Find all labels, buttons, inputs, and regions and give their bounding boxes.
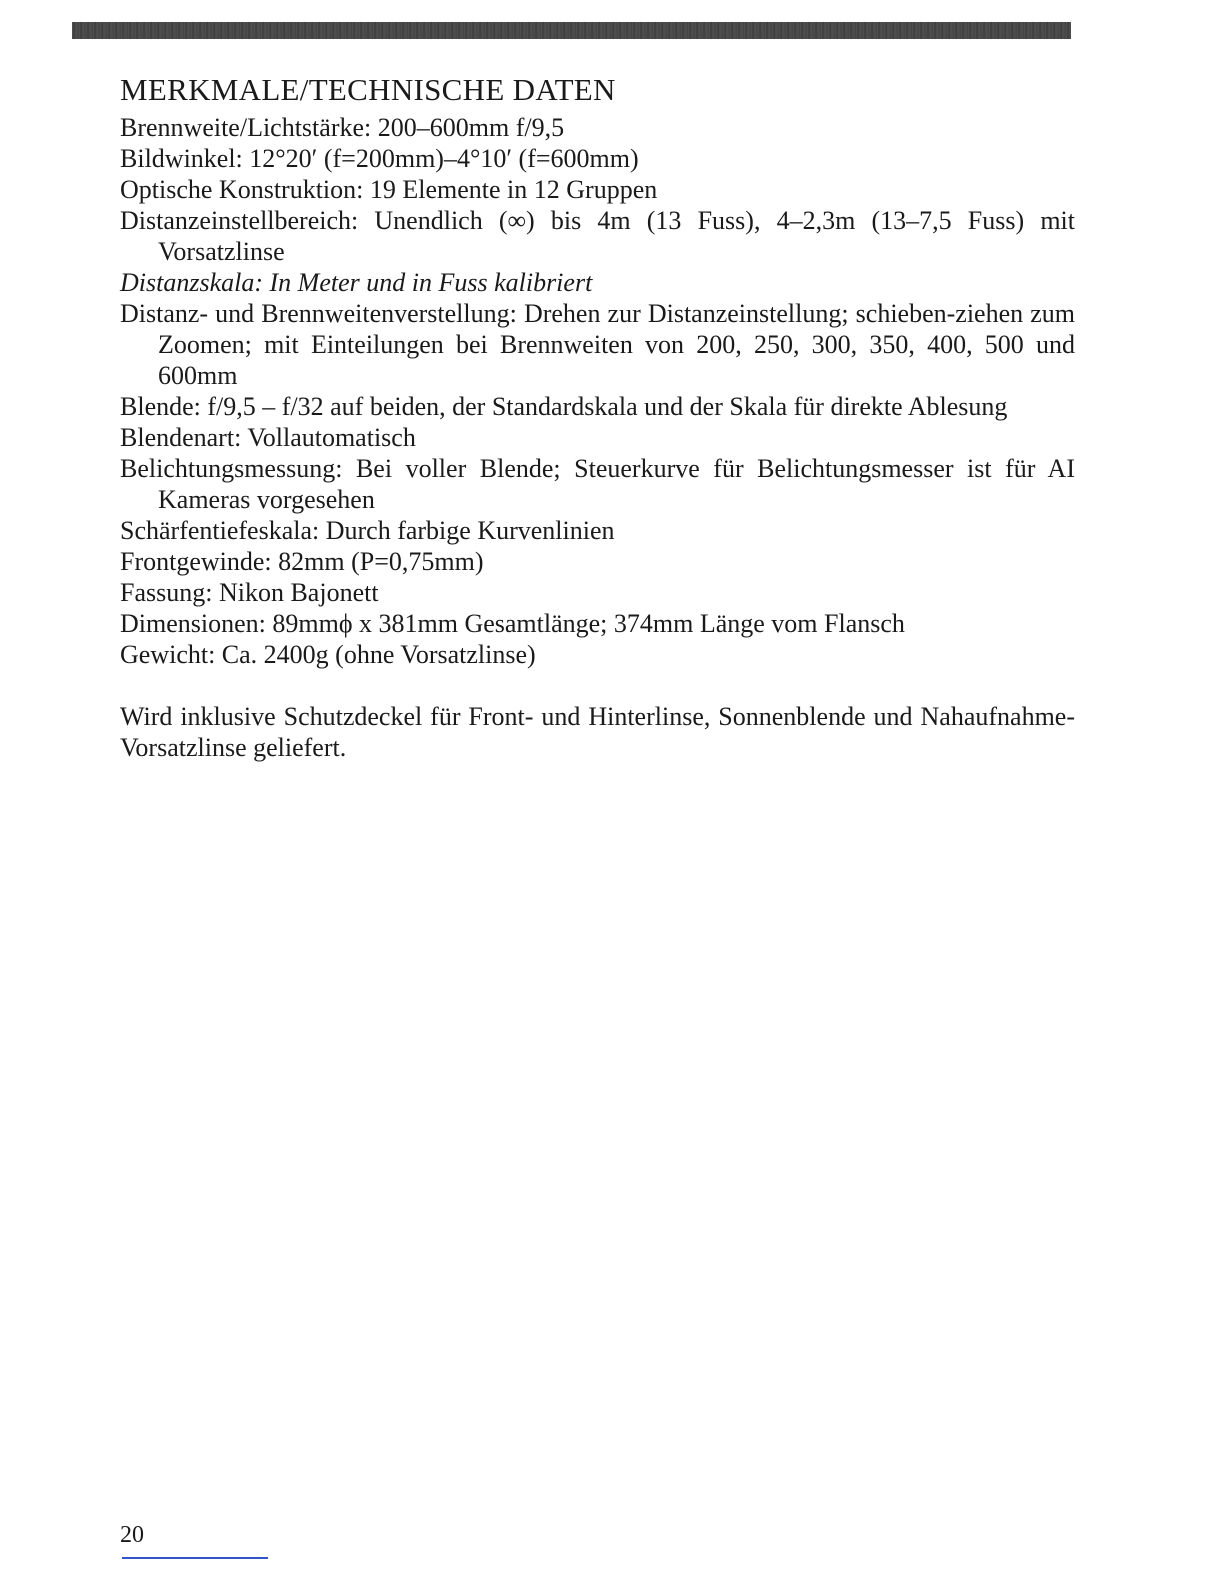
delivery-note: Wird inklusive Schutzdeckel für Front- und Hinterlinse, Sonnenblende und Nahaufnahme-Vorsatzlinse geliefert. — [120, 702, 1075, 762]
page-content — [120, 72, 1075, 763]
footer-rule — [122, 1557, 268, 1559]
spec-item: Belichtungsmessung: Bei voller Blende; Steuerkurve für Belichtungsmesser ist für AI Kameras vorgesehen — [120, 454, 1075, 514]
spec-item: Optische Konstruktion: 19 Elemente in 12 Gruppen — [120, 175, 658, 204]
header-bar — [72, 22, 1071, 39]
spec-item: Dimensionen: 89mmϕ x 381mm Gesamtlänge; 374mm Länge vom Flansch — [120, 609, 905, 638]
spec-item: Distanzeinstellbereich: Unendlich (∞) bis 4m (13 Fuss), 4–2,3m (13–7,5 Fuss) mit Vorsatzlinse — [120, 206, 1075, 266]
spec-item: Schärfentiefeskala: Durch farbige Kurvenlinien — [120, 516, 615, 545]
page-number: 20 — [120, 1522, 144, 1548]
spec-item: Distanz- und Brennweitenverstellung: Drehen zur Distanzeinstellung; schieben-ziehen zum Zoomen; mit Einteilungen bei Brennweiten von 200, 250, 300, 350, 400, 500 und 600mm — [120, 299, 1075, 390]
spec-item: Blende: f/9,5 – f/32 auf beiden, der Standardskala und der Skala für direkte Ablesung — [120, 392, 1008, 421]
spec-item: Brennweite/Lichtstärke: 200–600mm f/9,5 — [120, 113, 565, 142]
spec-item: Blendenart: Vollautomatisch — [120, 423, 416, 452]
spec-item: Bildwinkel: 12°20′ (f=200mm)–4°10′ (f=600mm) — [120, 144, 639, 173]
spec-item: Fassung: Nikon Bajonett — [120, 578, 379, 607]
spec-item: Distanzskala: In Meter und in Fuss kalibriert — [120, 268, 593, 297]
spec-list — [120, 112, 1075, 670]
spec-item: Frontgewinde: 82mm (P=0,75mm) — [120, 547, 484, 576]
page-title: MERKMALE/TECHNISCHE DATEN — [120, 72, 616, 107]
spec-item: Gewicht: Ca. 2400g (ohne Vorsatzlinse) — [120, 640, 536, 669]
